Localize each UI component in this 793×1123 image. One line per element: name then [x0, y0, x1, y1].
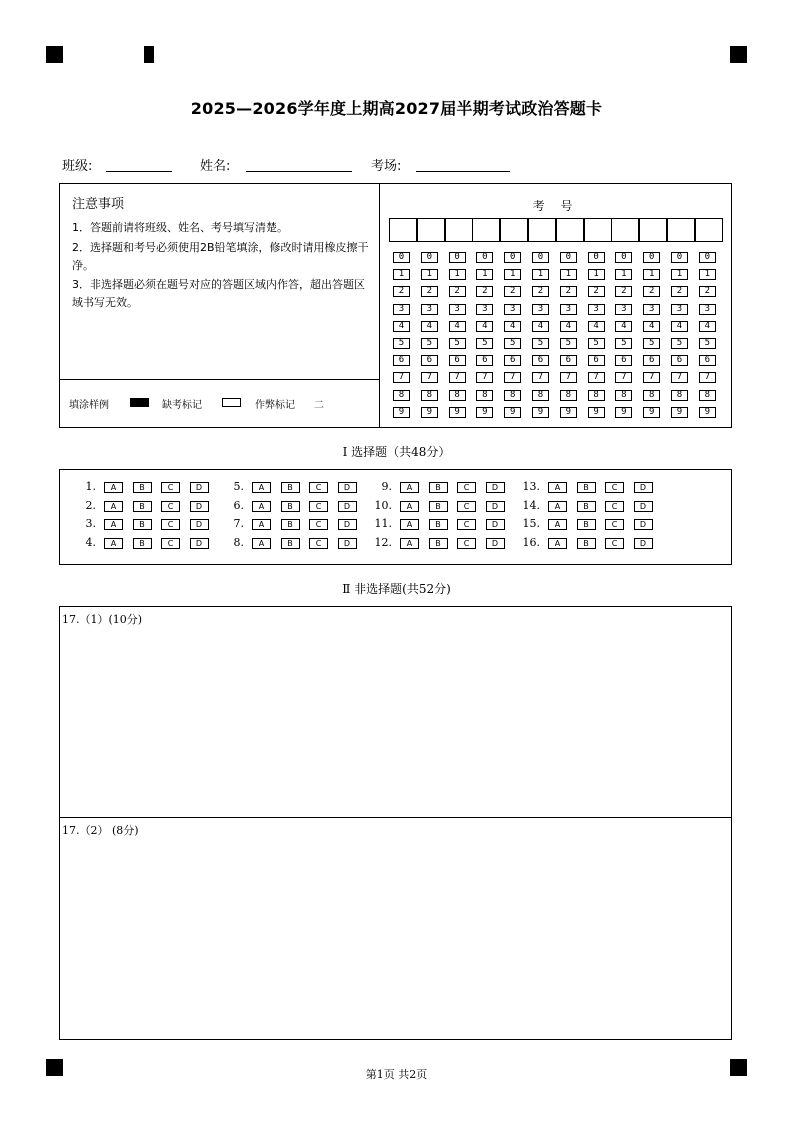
exam-number-digit-bubble[interactable]: 1 [421, 269, 438, 280]
choice-box [59, 469, 732, 565]
exam-number-digit-bubble[interactable]: 1 [615, 269, 632, 280]
exam-number-digit-bubble[interactable]: 6 [643, 355, 660, 366]
exam-number-digit-bubble[interactable]: 9 [560, 407, 577, 418]
exam-number-digit-bubble[interactable]: 4 [643, 321, 660, 332]
notice-item-3: 3．非选择题必须在题号对应的答题区域内作答，超出答题区域书写无效。 [72, 278, 365, 309]
class-label: 班级: [62, 159, 93, 174]
notice-divider-vertical [379, 183, 380, 428]
choice-option-bubble[interactable]: B [133, 482, 152, 493]
exam-number-title: 考 号 [532, 199, 579, 213]
exam-number-digit-bubble[interactable]: 1 [588, 269, 605, 280]
exam-number-cell[interactable] [389, 218, 417, 242]
exam-number-digit-bubble[interactable]: 5 [504, 338, 521, 349]
absent-mark-label: 缺考标记 [162, 400, 202, 411]
name-label: 姓名: [200, 159, 231, 174]
choice-option-bubble[interactable]: C [161, 519, 180, 530]
exam-number-digit-bubble[interactable]: 7 [421, 372, 438, 383]
exam-number-digit-bubble[interactable]: 9 [643, 407, 660, 418]
choice-option-bubble[interactable]: A [548, 519, 567, 530]
exam-number-digit-bubble[interactable]: 4 [476, 321, 493, 332]
exam-number-digit-bubble[interactable]: 8 [671, 390, 688, 401]
exam-number-digit-bubble[interactable]: 3 [393, 304, 410, 315]
choice-option-bubble[interactable]: C [457, 482, 476, 493]
notice-item-2: 2．选择题和考号必须使用2B铅笔填涂，修改时请用橡皮擦干净。 [72, 241, 369, 272]
page-footer: 第1页 共2页 [365, 1068, 428, 1081]
exam-number-digit-bubble[interactable]: 7 [449, 372, 466, 383]
exam-number-digit-bubble[interactable]: 7 [393, 372, 410, 383]
exam-number-digit-bubble[interactable]: 7 [671, 372, 688, 383]
exam-number-digit-bubble[interactable]: 1 [671, 269, 688, 280]
exam-number-digit-bubble[interactable]: 0 [560, 252, 577, 263]
exam-number-digit-bubble[interactable]: 0 [504, 252, 521, 263]
exam-number-digit-bubble[interactable]: 6 [449, 355, 466, 366]
exam-number-digit-bubble[interactable]: 4 [588, 321, 605, 332]
exam-number-digit-bubble[interactable]: 8 [476, 390, 493, 401]
exam-number-digit-bubble[interactable]: 2 [560, 286, 577, 297]
absent-mark-box[interactable] [222, 398, 241, 407]
exam-number-digit-bubble[interactable]: 1 [532, 269, 549, 280]
choice-option-bubble[interactable]: A [548, 482, 567, 493]
exam-room-field[interactable] [416, 171, 510, 172]
exam-number-digit-bubble[interactable]: 0 [671, 252, 688, 263]
choice-option-bubble[interactable]: D [338, 519, 357, 530]
choice-option-bubble[interactable]: A [548, 538, 567, 549]
question-number: 5. [233, 480, 244, 493]
question-number: 10. [374, 498, 392, 512]
exam-number-digit-bubble[interactable]: 4 [615, 321, 632, 332]
exam-number-digit-bubble[interactable]: 5 [671, 338, 688, 349]
exam-number-cell[interactable] [500, 218, 528, 242]
exam-number-cell[interactable] [472, 218, 500, 242]
exam-number-digit-bubble[interactable]: 5 [393, 338, 410, 349]
question-number: 7. [233, 517, 244, 531]
exam-number-digit-bubble[interactable]: 9 [504, 407, 521, 418]
page-title: 2025—2026学年度上期高2027届半期考试政治答题卡 [190, 99, 603, 118]
choice-option-bubble[interactable]: D [190, 501, 209, 512]
choice-option-bubble[interactable]: A [104, 501, 123, 512]
choice-option-bubble[interactable]: B [429, 519, 448, 530]
choice-option-bubble[interactable]: B [281, 482, 300, 493]
exam-number-digit-bubble[interactable]: 8 [393, 390, 410, 401]
exam-number-digit-bubble[interactable]: 9 [615, 407, 632, 418]
exam-number-digit-bubble[interactable]: 5 [615, 338, 632, 349]
exam-number-digit-bubble[interactable]: 8 [421, 390, 438, 401]
exam-number-digit-bubble[interactable]: 0 [588, 252, 605, 263]
exam-number-digit-bubble[interactable]: 2 [699, 286, 716, 297]
exam-number-digit-bubble[interactable]: 1 [393, 269, 410, 280]
exam-number-digit-bubble[interactable]: 1 [504, 269, 521, 280]
exam-number-digit-bubble[interactable]: 4 [532, 321, 549, 332]
question-number: 1. [85, 480, 96, 493]
exam-number-digit-bubble[interactable]: 2 [671, 286, 688, 297]
exam-number-digit-bubble[interactable]: 0 [615, 252, 632, 263]
choice-option-bubble[interactable]: D [338, 482, 357, 493]
exam-number-digit-bubble[interactable]: 3 [421, 304, 438, 315]
choice-option-bubble[interactable]: B [133, 519, 152, 530]
exam-number-digit-bubble[interactable]: 2 [643, 286, 660, 297]
choice-option-bubble[interactable]: C [161, 538, 180, 549]
exam-number-digit-bubble[interactable]: 4 [393, 321, 410, 332]
answer-box-17-1[interactable] [59, 606, 732, 818]
choice-option-bubble[interactable]: D [190, 538, 209, 549]
exam-number-digit-bubble[interactable]: 4 [671, 321, 688, 332]
exam-number-digit-bubble[interactable]: 3 [671, 304, 688, 315]
exam-number-digit-bubble[interactable]: 6 [699, 355, 716, 366]
exam-number-digit-bubble[interactable]: 6 [421, 355, 438, 366]
exam-number-digit-bubble[interactable]: 9 [421, 407, 438, 418]
choice-option-bubble[interactable]: D [634, 538, 653, 549]
question-number: 12. [374, 536, 392, 550]
exam-number-digit-bubble[interactable]: 3 [560, 304, 577, 315]
exam-number-digit-bubble[interactable]: 7 [504, 372, 521, 383]
choice-option-bubble[interactable]: A [400, 482, 419, 493]
exam-number-cell[interactable] [611, 218, 639, 242]
question-17-1-label: 17.（1）(10分) [62, 613, 143, 626]
section1-title: Ⅰ 选择题（共48分） [342, 445, 451, 459]
exam-number-digit-bubble[interactable]: 0 [532, 252, 549, 263]
exam-number-digit-bubble[interactable]: 0 [699, 252, 716, 263]
exam-number-digit-bubble[interactable]: 2 [449, 286, 466, 297]
exam-number-digit-bubble[interactable]: 5 [699, 338, 716, 349]
question-number: 13. [522, 480, 540, 493]
question-number: 11. [374, 517, 392, 531]
exam-number-digit-bubble[interactable]: 9 [588, 407, 605, 418]
exam-number-cell[interactable] [417, 218, 445, 242]
choice-option-bubble[interactable]: C [457, 501, 476, 512]
choice-option-bubble[interactable]: A [252, 482, 271, 493]
choice-option-bubble[interactable]: C [309, 519, 328, 530]
exam-number-cell[interactable] [584, 218, 612, 242]
exam-number-digit-bubble[interactable]: 6 [588, 355, 605, 366]
choice-option-bubble[interactable]: B [281, 519, 300, 530]
exam-number-digit-bubble[interactable]: 2 [504, 286, 521, 297]
exam-number-digit-bubble[interactable]: 7 [476, 372, 493, 383]
choice-option-bubble[interactable]: A [400, 501, 419, 512]
exam-number-digit-bubble[interactable]: 1 [476, 269, 493, 280]
choice-option-bubble[interactable]: C [161, 501, 180, 512]
choice-option-bubble[interactable]: B [429, 538, 448, 549]
notice-divider-horizontal [59, 379, 380, 380]
exam-number-digit-bubble[interactable]: 2 [421, 286, 438, 297]
exam-number-digit-bubble[interactable]: 8 [615, 390, 632, 401]
exam-number-digit-bubble[interactable]: 5 [643, 338, 660, 349]
exam-number-cell[interactable] [639, 218, 667, 242]
exam-number-digit-bubble[interactable]: 9 [393, 407, 410, 418]
exam-number-digit-bubble[interactable]: 7 [615, 372, 632, 383]
choice-option-bubble[interactable]: D [634, 482, 653, 493]
exam-number-digit-bubble[interactable]: 3 [504, 304, 521, 315]
exam-number-digit-bubble[interactable]: 1 [699, 269, 716, 280]
choice-option-bubble[interactable]: B [133, 538, 152, 549]
exam-room-label: 考场: [371, 159, 402, 174]
exam-number-digit-bubble[interactable]: 4 [560, 321, 577, 332]
exam-number-digit-bubble[interactable]: 5 [449, 338, 466, 349]
exam-number-digit-bubble[interactable]: 6 [476, 355, 493, 366]
exam-number-digit-bubble[interactable]: 9 [476, 407, 493, 418]
exam-number-digit-bubble[interactable]: 4 [449, 321, 466, 332]
choice-option-bubble[interactable]: A [400, 519, 419, 530]
question-number: 14. [522, 498, 540, 512]
choice-option-bubble[interactable]: A [104, 482, 123, 493]
choice-option-bubble[interactable]: D [486, 519, 505, 530]
exam-number-cell[interactable] [445, 218, 473, 242]
fill-example-swatch [130, 398, 149, 407]
exam-number-digit-bubble[interactable]: 3 [449, 304, 466, 315]
choice-option-bubble[interactable]: C [605, 482, 624, 493]
exam-number-digit-bubble[interactable]: 0 [643, 252, 660, 263]
exam-number-digit-bubble[interactable]: 1 [643, 269, 660, 280]
answer-box-17-2[interactable] [59, 817, 732, 1040]
question-number: 8. [233, 536, 244, 550]
exam-number-digit-bubble[interactable]: 3 [476, 304, 493, 315]
exam-number-digit-bubble[interactable]: 6 [615, 355, 632, 366]
class-field[interactable] [106, 171, 172, 172]
question-number: 6. [233, 498, 244, 512]
cheat-mark-symbol: 二 [314, 400, 324, 411]
choice-option-bubble[interactable]: A [252, 501, 271, 512]
choice-option-bubble[interactable]: B [281, 538, 300, 549]
choice-option-bubble[interactable]: B [281, 501, 300, 512]
choice-option-bubble[interactable]: B [429, 501, 448, 512]
question-number: 4. [85, 536, 96, 550]
alignment-mark-top-center [144, 46, 154, 63]
section2-title: Ⅱ 非选择题(共52分) [342, 582, 451, 596]
question-number: 15. [522, 517, 540, 531]
exam-number-digit-bubble[interactable]: 3 [699, 304, 716, 315]
exam-number-digit-bubble[interactable]: 0 [476, 252, 493, 263]
choice-option-bubble[interactable]: A [400, 538, 419, 549]
exam-number-digit-bubble[interactable]: 5 [588, 338, 605, 349]
exam-number-digit-bubble[interactable]: 7 [560, 372, 577, 383]
choice-option-bubble[interactable]: D [486, 501, 505, 512]
exam-number-digit-bubble[interactable]: 6 [671, 355, 688, 366]
exam-number-digit-bubble[interactable]: 8 [699, 390, 716, 401]
exam-number-digit-bubble[interactable]: 4 [421, 321, 438, 332]
exam-number-digit-bubble[interactable]: 0 [421, 252, 438, 263]
exam-number-digit-bubble[interactable]: 7 [643, 372, 660, 383]
exam-number-digit-bubble[interactable]: 7 [532, 372, 549, 383]
exam-number-digit-bubble[interactable]: 6 [504, 355, 521, 366]
choice-option-bubble[interactable]: A [548, 501, 567, 512]
exam-number-digit-bubble[interactable]: 8 [532, 390, 549, 401]
exam-number-digit-bubble[interactable]: 5 [532, 338, 549, 349]
choice-option-bubble[interactable]: B [577, 519, 596, 530]
exam-number-digit-bubble[interactable]: 2 [615, 286, 632, 297]
question-17-2-label: 17.（2） (8分) [62, 824, 139, 837]
choice-option-bubble[interactable]: C [161, 482, 180, 493]
exam-number-digit-bubble[interactable]: 8 [449, 390, 466, 401]
choice-option-bubble[interactable]: B [577, 538, 596, 549]
exam-number-digit-bubble[interactable]: 9 [671, 407, 688, 418]
exam-number-digit-bubble[interactable]: 8 [560, 390, 577, 401]
choice-option-bubble[interactable]: B [429, 482, 448, 493]
exam-number-digit-bubble[interactable]: 3 [532, 304, 549, 315]
choice-option-bubble[interactable]: B [577, 501, 596, 512]
exam-number-digit-bubble[interactable]: 4 [699, 321, 716, 332]
notice-item-1: 1．答题前请将班级、姓名、考号填写清楚。 [72, 221, 288, 234]
question-number: 3. [85, 517, 96, 531]
choice-option-bubble[interactable]: C [457, 519, 476, 530]
exam-number-digit-bubble[interactable]: 0 [449, 252, 466, 263]
exam-number-digit-bubble[interactable]: 9 [532, 407, 549, 418]
exam-number-digit-bubble[interactable]: 9 [699, 407, 716, 418]
exam-number-cell[interactable] [528, 218, 556, 242]
notice-title: 注意事项 [72, 197, 125, 212]
choice-option-bubble[interactable]: A [104, 519, 123, 530]
choice-option-bubble[interactable]: D [634, 519, 653, 530]
exam-number-digit-bubble[interactable]: 1 [449, 269, 466, 280]
exam-number-digit-bubble[interactable]: 3 [643, 304, 660, 315]
exam-number-digit-bubble[interactable]: 8 [504, 390, 521, 401]
exam-number-digit-bubble[interactable]: 2 [393, 286, 410, 297]
choice-option-bubble[interactable]: C [457, 538, 476, 549]
exam-number-digit-bubble[interactable]: 5 [560, 338, 577, 349]
exam-number-digit-bubble[interactable]: 8 [588, 390, 605, 401]
exam-number-cell[interactable] [667, 218, 695, 242]
choice-option-bubble[interactable]: C [309, 482, 328, 493]
exam-number-digit-bubble[interactable]: 3 [615, 304, 632, 315]
choice-option-bubble[interactable]: A [252, 538, 271, 549]
choice-option-bubble[interactable]: C [605, 519, 624, 530]
alignment-mark-top-right [730, 46, 747, 63]
choice-option-bubble[interactable]: D [486, 538, 505, 549]
fill-example-label: 填涂样例 [69, 400, 109, 411]
exam-number-digit-bubble[interactable]: 2 [588, 286, 605, 297]
exam-number-digit-bubble[interactable]: 1 [560, 269, 577, 280]
exam-number-digit-bubble[interactable]: 6 [393, 355, 410, 366]
alignment-mark-top-left [46, 46, 63, 63]
exam-number-cell[interactable] [556, 218, 584, 242]
choice-option-bubble[interactable]: D [190, 519, 209, 530]
choice-option-bubble[interactable]: B [577, 482, 596, 493]
exam-number-digit-bubble[interactable]: 6 [560, 355, 577, 366]
cheat-mark-label: 作弊标记 [255, 400, 295, 411]
exam-number-cell[interactable] [695, 218, 723, 242]
exam-number-digit-bubble[interactable]: 5 [421, 338, 438, 349]
question-number: 2. [85, 498, 96, 512]
exam-number-digit-bubble[interactable]: 0 [393, 252, 410, 263]
choice-option-bubble[interactable]: D [486, 482, 505, 493]
choice-option-bubble[interactable]: A [104, 538, 123, 549]
exam-number-digit-bubble[interactable]: 2 [532, 286, 549, 297]
name-field[interactable] [246, 171, 352, 172]
exam-number-digit-bubble[interactable]: 2 [476, 286, 493, 297]
choice-option-bubble[interactable]: D [190, 482, 209, 493]
choice-option-bubble[interactable]: D [338, 538, 357, 549]
choice-option-bubble[interactable]: C [309, 501, 328, 512]
exam-number-digit-bubble[interactable]: 7 [699, 372, 716, 383]
choice-option-bubble[interactable]: C [605, 538, 624, 549]
choice-option-bubble[interactable]: B [133, 501, 152, 512]
choice-option-bubble[interactable]: D [338, 501, 357, 512]
choice-option-bubble[interactable]: A [252, 519, 271, 530]
exam-number-digit-bubble[interactable]: 6 [532, 355, 549, 366]
choice-option-bubble[interactable]: D [634, 501, 653, 512]
exam-number-digit-bubble[interactable]: 3 [588, 304, 605, 315]
exam-number-digit-bubble[interactable]: 7 [588, 372, 605, 383]
choice-option-bubble[interactable]: C [309, 538, 328, 549]
choice-option-bubble[interactable]: C [605, 501, 624, 512]
question-number: 16. [522, 536, 540, 550]
exam-number-digit-bubble[interactable]: 8 [643, 390, 660, 401]
exam-number-digit-bubble[interactable]: 5 [476, 338, 493, 349]
exam-number-digit-bubble[interactable]: 4 [504, 321, 521, 332]
exam-number-digit-bubble[interactable]: 9 [449, 407, 466, 418]
question-number: 9. [381, 480, 392, 493]
